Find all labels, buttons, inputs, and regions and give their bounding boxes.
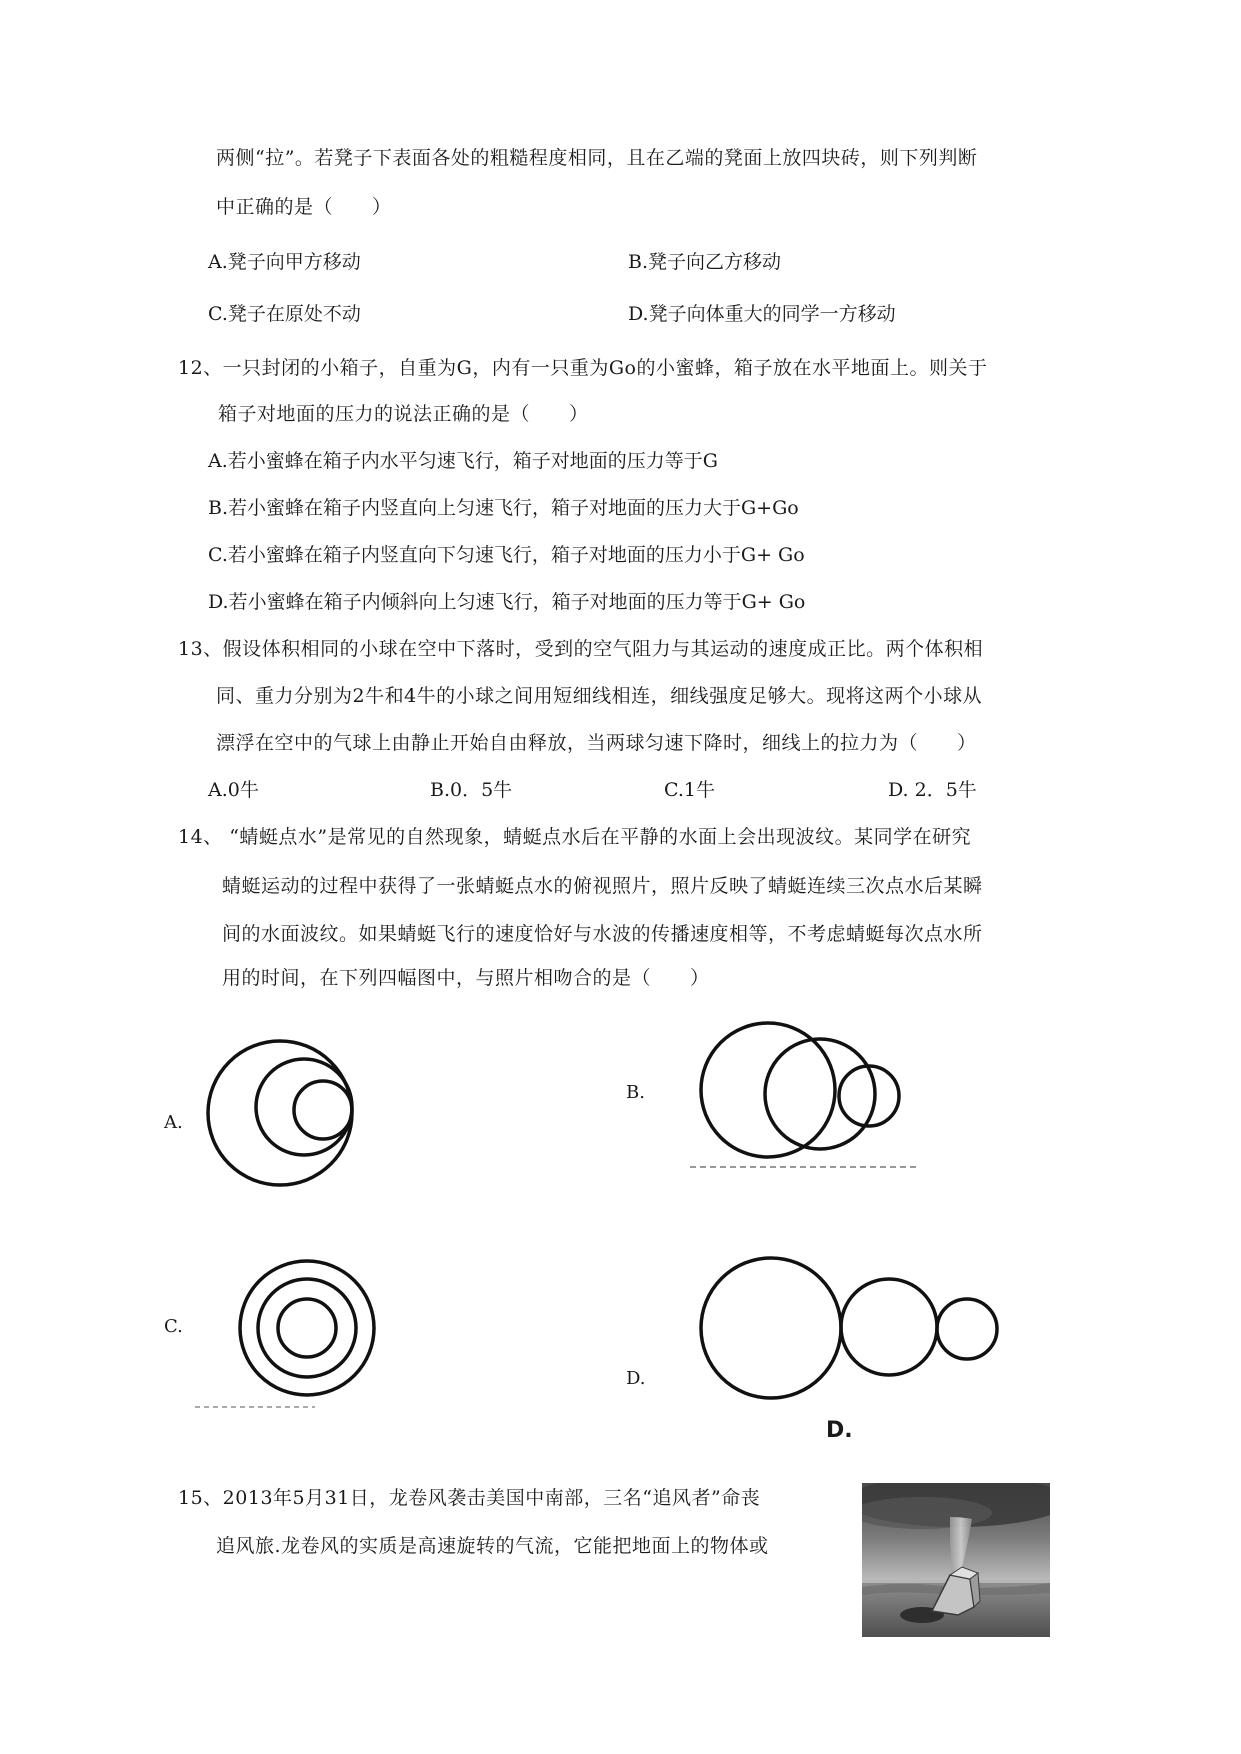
figure-a-ripples bbox=[200, 1030, 370, 1200]
figure-c-label: C. bbox=[164, 1316, 183, 1337]
q12-option-a: A.若小蜜蜂在箱子内水平匀速飞行，箱子对地面的压力等于G bbox=[208, 450, 718, 472]
tornado-photo bbox=[862, 1483, 1050, 1637]
figure-d-caption: D. bbox=[826, 1418, 853, 1443]
q11-option-c: C.凳子在原处不动 bbox=[208, 303, 361, 325]
figure-d-middle-circle bbox=[841, 1279, 937, 1375]
q14-line-1: 14、 “蜻蜓点水”是常见的自然现象，蜻蜓点水后在平静的水面上会出现波纹。某同学在研究 bbox=[178, 826, 972, 848]
figure-d-small-circle bbox=[937, 1299, 997, 1359]
q13-line-2: 同、重力分别为2牛和4牛的小球之间用短细线相连，细线强度足够大。现将这两个小球从 bbox=[216, 685, 983, 707]
figure-a-large-circle bbox=[208, 1041, 352, 1185]
q12-option-b: B.若小蜜蜂在箱子内竖直向上匀速飞行，箱子对地面的压力大于G+Go bbox=[208, 497, 799, 519]
q11-option-a: A.凳子向甲方移动 bbox=[208, 251, 361, 273]
q11-line-2: 中正确的是（ ） bbox=[216, 196, 392, 218]
figure-b-large-circle bbox=[701, 1023, 835, 1157]
q12-line-2: 箱子对地面的压力的说法正确的是（ ） bbox=[218, 403, 589, 425]
q13-line-3: 漂浮在空中的气球上由静止开始自由释放，当两球匀速下降时，细线上的拉力为（ ） bbox=[216, 732, 977, 754]
q11-line-1: 两侧“拉”。若凳子下表面各处的粗糙程度相同，且在乙端的凳面上放四块砖，则下列判断 bbox=[216, 147, 978, 169]
figure-a-label: A. bbox=[164, 1112, 183, 1133]
q14-line-3: 间的水面波纹。如果蜻蜓飞行的速度恰好与水波的传播速度相等，不考虑蜻蜓每次点水所 bbox=[222, 923, 983, 945]
figure-a-small-circle bbox=[294, 1081, 352, 1139]
figure-c-middle-circle bbox=[258, 1279, 356, 1377]
q13-option-d: D. 2．5牛 bbox=[888, 779, 977, 801]
figure-c-inner-circle bbox=[278, 1299, 336, 1357]
q12-option-d: D.若小蜜蜂在箱子内倾斜向上匀速飞行，箱子对地面的压力等于G+ Go bbox=[208, 591, 806, 613]
q15-line-1: 15、2013年5月31日，龙卷风袭击美国中南部，三名“追风者”命丧 bbox=[178, 1487, 761, 1509]
figure-c-outer-circle bbox=[240, 1261, 374, 1395]
q15-line-2: 追风旅.龙卷风的实质是高速旋转的气流，它能把地面上的物体或 bbox=[216, 1535, 769, 1557]
figure-a-middle-circle bbox=[256, 1059, 352, 1155]
q11-option-d: D.凳子向体重大的同学一方移动 bbox=[628, 303, 896, 325]
figure-c-ripples bbox=[195, 1250, 385, 1410]
figure-d-ripples bbox=[690, 1250, 1020, 1400]
q12-option-c: C.若小蜜蜂在箱子内竖直向下匀速飞行，箱子对地面的压力小于G+ Go bbox=[208, 544, 805, 566]
figure-d-label: D. bbox=[626, 1368, 646, 1389]
figure-b-ripples bbox=[680, 1020, 940, 1170]
figure-d-large-circle bbox=[701, 1258, 841, 1398]
q13-option-a: A.0牛 bbox=[208, 779, 259, 801]
q14-line-2: 蜻蜓运动的过程中获得了一张蜻蜓点水的俯视照片，照片反映了蜻蜓连续三次点水后某瞬 bbox=[222, 875, 983, 897]
q11-option-b: B.凳子向乙方移动 bbox=[628, 251, 782, 273]
q13-option-b: B.0．5牛 bbox=[430, 779, 513, 801]
q13-option-c: C.1牛 bbox=[664, 779, 715, 801]
figure-b-label: B. bbox=[626, 1082, 645, 1103]
q12-line-1: 12、一只封闭的小箱子，自重为G，内有一只重为Go的小蜜蜂，箱子放在水平地面上。则关于 bbox=[178, 357, 988, 379]
q14-line-4: 用的时间，在下列四幅图中，与照片相吻合的是（ ） bbox=[222, 967, 710, 989]
q13-line-1: 13、假设体积相同的小球在空中下落时，受到的空气阻力与其运动的速度成正比。两个体积相 bbox=[178, 638, 984, 660]
